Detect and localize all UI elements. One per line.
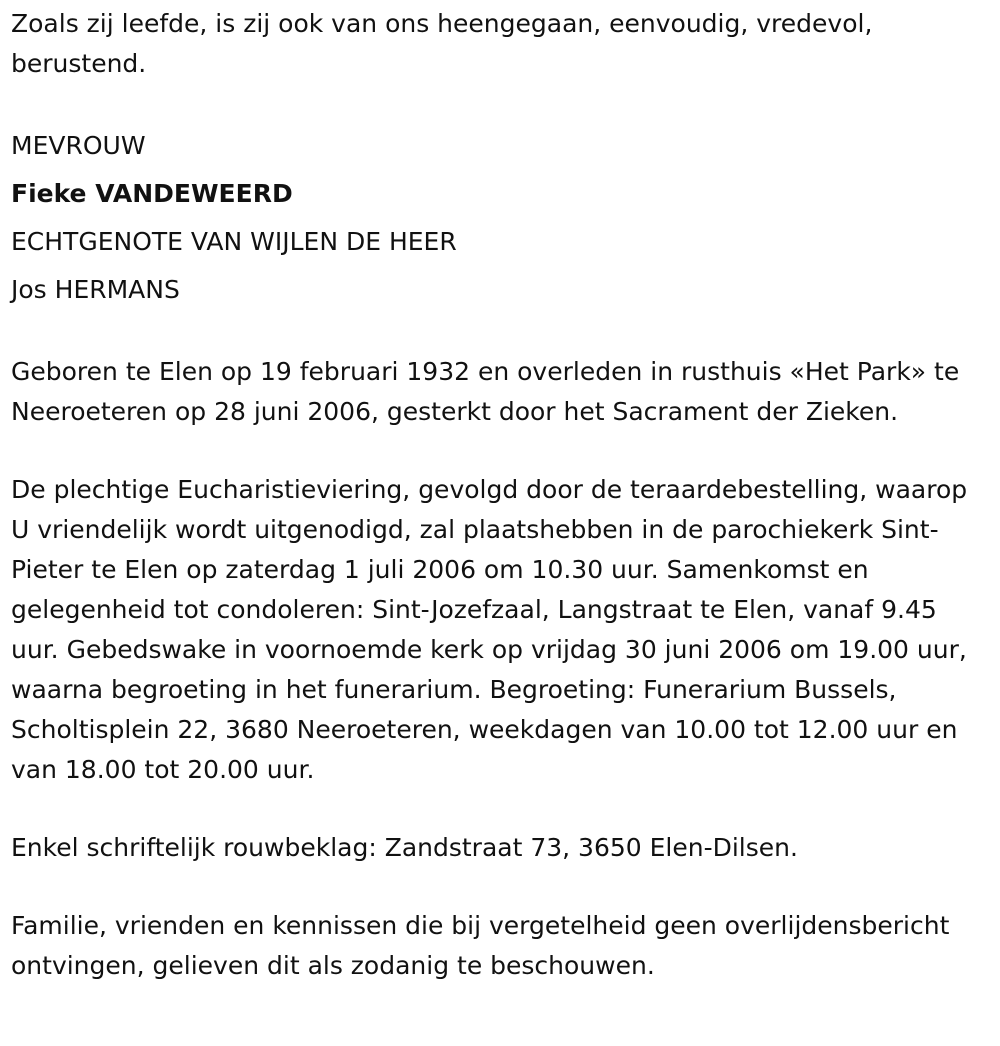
birth-death-paragraph: Geboren te Elen op 19 februari 1932 en overleden in rusthuis «Het Park» te Neeroeteren op 28 juni 2006, gesterkt door het Sacrament der Zieken.	[11, 357, 960, 426]
deceased-name: Fieke VANDEWEERD	[11, 179, 293, 208]
spacer	[11, 84, 991, 122]
spacer	[11, 432, 991, 470]
intro-paragraph: Zoals zij leefde, is zij ook van ons heengegaan, eenvoudig, vredevol, berustend.	[11, 9, 873, 78]
relation-line: ECHTGENOTE VAN WIJLEN DE HEER	[11, 227, 457, 256]
spacer	[11, 790, 991, 828]
title-line: MEVROUW	[11, 131, 146, 160]
ceremony-paragraph: De plechtige Eucharistieviering, gevolgd door de teraardebestelling, waarop U vriendelijk wordt uitgenodigd, zal plaatshebben in de parochiekerk Sint-Pieter te Elen op zaterdag 1 juli 2006 om 10.30 uur. Samenkomst en gelegenheid tot condoleren: Sint-Jozefzaal, Langstraat te Elen, vanaf 9.45 uur. Gebedswake in voornoemde kerk op vrijdag 30 juni 2006 om 19.00 uur, waarna begroeting in het funerarium. Begroeting: Funerarium Bussels, Scholtisplein 22, 3680 Neeroeteren, weekdagen van 10.00 tot 12.00 uur en van 18.00 tot 20.00 uur.	[11, 475, 968, 784]
closing-paragraph: Familie, vrienden en kennissen die bij vergetelheid geen overlijdensbericht ontvingen, gelieven dit als zodanig te beschouwen.	[11, 911, 950, 980]
spacer	[11, 868, 991, 906]
obituary-text	[11, 4, 991, 986]
spacer	[11, 314, 991, 352]
condolence-paragraph: Enkel schriftelijk rouwbeklag: Zandstraat 73, 3650 Elen-Dilsen.	[11, 833, 798, 862]
name-block	[11, 122, 991, 314]
spouse-name: Jos HERMANS	[11, 275, 180, 304]
